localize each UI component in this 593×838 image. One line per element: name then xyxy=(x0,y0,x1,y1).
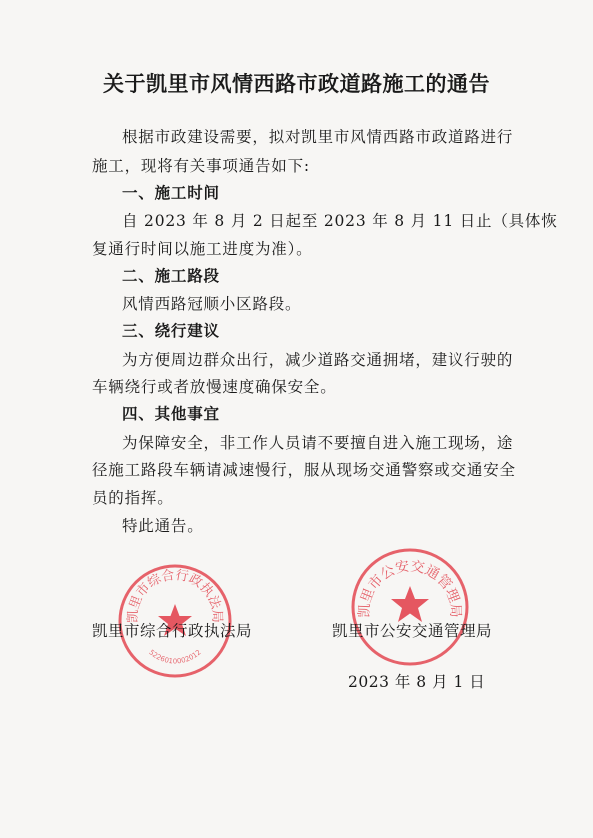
seal-right-text: 凯里市公安交通管理局 xyxy=(356,558,464,618)
section-heading: 四、其他事宜 xyxy=(122,404,220,423)
section-heading: 三、绕行建议 xyxy=(122,321,220,340)
section-text: 风情西路冠顺小区路段。 xyxy=(122,295,302,313)
seal-left-code: 5226010002012 xyxy=(147,648,203,666)
document-title: 关于凯里市风情西路市政道路施工的通告 xyxy=(103,71,490,96)
section-text: 员的指挥。 xyxy=(92,489,174,507)
section-text: 为方便周边群众出行，减少道路交通拥堵，建议行驶的 xyxy=(122,351,514,369)
seal-left-text: 凯里市综合行政执法局 xyxy=(125,567,225,624)
section-text: 复通行时间以施工进度为准）。 xyxy=(92,240,313,258)
signature-right: 凯里市公安交通管理局 xyxy=(332,622,493,640)
intro-line: 根据市政建设需要，拟对凯里市风情西路市政道路进行 xyxy=(122,128,514,146)
svg-text:5226010002012 xyxy=(147,648,202,665)
section-text: 自 2023 年 8 月 2 日起至 2023 年 8 月 11 日止（具体恢 xyxy=(122,212,558,230)
closing-text: 特此通告。 xyxy=(122,517,204,535)
section-heading: 二、施工路段 xyxy=(122,266,220,285)
document-date: 2023 年 8 月 1 日 xyxy=(348,673,486,691)
section-heading: 一、施工时间 xyxy=(122,183,220,202)
section-text: 径施工路段车辆请减速慢行，服从现场交通警察或交通安全 xyxy=(92,461,516,479)
signature-left: 凯里市综合行政执法局 xyxy=(92,622,253,640)
official-seal-right xyxy=(349,546,471,668)
intro-line: 施工，现将有关事项通告如下: xyxy=(92,157,310,175)
section-text: 为保障安全，非工作人员请不要擅自进入施工现场，途 xyxy=(122,434,514,452)
section-text: 车辆绕行或者放慢速度确保安全。 xyxy=(92,378,337,396)
